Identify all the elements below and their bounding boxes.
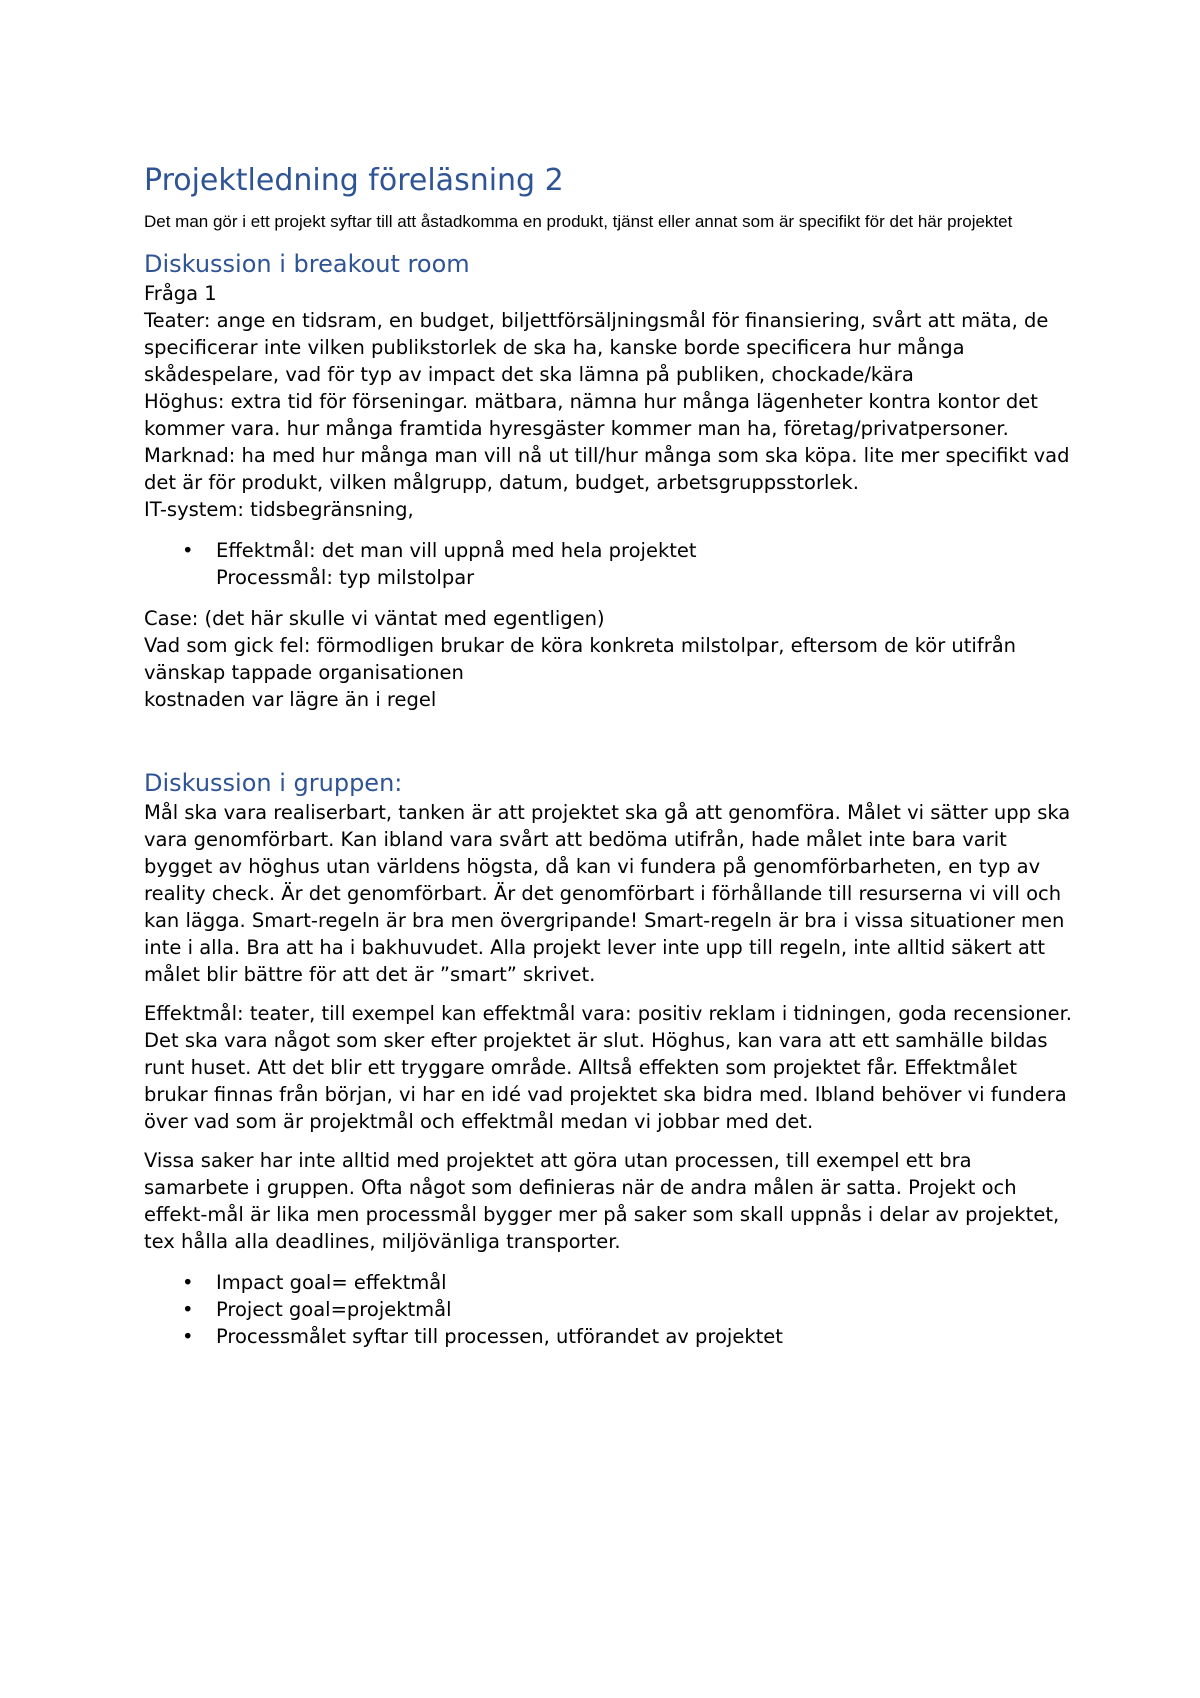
list-item bbox=[144, 1269, 1074, 1296]
section-spacer bbox=[144, 713, 1074, 767]
list-item-text: Processmålet syftar till processen, utförandet av projektet bbox=[216, 1325, 783, 1348]
section-heading-group: Diskussion i gruppen: bbox=[144, 769, 403, 797]
paragraph-line: Teater: ange en tidsram, en budget, biljettförsäljningsmål för finansiering, svårt att mäta, de specificerar inte vilken publikstorlek de ska ha, kanske borde specificera hur många skådespelare, vad för typ av impact det ska lämna på publiken, chockade/kära bbox=[144, 309, 1049, 386]
document-page bbox=[144, 160, 1074, 1364]
bullet-list-terms bbox=[144, 1269, 1074, 1350]
paragraph-line: Vad som gick fel: förmodligen brukar de köra konkreta milstolpar, eftersom de kör utifrån vänskap tappade organisationen bbox=[144, 634, 1017, 684]
list-item-text: Project goal=projektmål bbox=[216, 1298, 452, 1321]
paragraph: Effektmål: teater, till exempel kan effektmål vara: positiv reklam i tidningen, goda recensioner. Det ska vara något som sker efter projektet är slut. Höghus, kan vara att ett samhälle bildas runt huset. Att det blir ett tryggare område. Alltså effekten som projektet får. Effektmålet brukar finnas från början, vi har en idé vad projektet ska bidra med. Ibland behöver vi fundera över vad som är projektmål och effektmål medan vi jobbar med det. bbox=[144, 1002, 1072, 1133]
list-item-text: Impact goal= effektmål bbox=[216, 1271, 447, 1294]
document-subtitle: Det man gör i ett projekt syftar till att åstadkomma en produkt, tjänst eller annat som är specifikt för det här projektet bbox=[144, 212, 1013, 231]
paragraph-line: Marknad: ha med hur många man vill nå ut till/hur många som ska köpa. lite mer specifikt vad det är för produkt, vilken målgrupp, datum, budget, arbetsgruppsstorlek. bbox=[144, 444, 1070, 494]
paragraph: Vissa saker har inte alltid med projektet att göra utan processen, till exempel ett bra samarbete i gruppen. Ofta något som definieras när de andra målen är satta. Projekt och effekt-mål är lika men processmål bygger mer på saker som skall uppnås i delar av projektet, tex hålla alla deadlines, miljövänliga transporter. bbox=[144, 1149, 1060, 1253]
paragraph-line: kostnaden var lägre än i regel bbox=[144, 688, 437, 711]
paragraph-line: IT-system: tidsbegränsning, bbox=[144, 498, 414, 521]
bullet-list-goals bbox=[144, 537, 1074, 591]
bullet-icon: • bbox=[182, 1271, 194, 1294]
list-item bbox=[144, 537, 1074, 591]
paragraph: Mål ska vara realiserbart, tanken är att projektet ska gå att genomföra. Målet vi sätter upp ska vara genomförbart. Kan ibland vara svårt att bedöma utifrån, hade målet inte bara varit bygget av höghus utan världens högsta, då kan vi fundera på genomförbarheten, en typ av reality check. Är det genomförbart. Är det genomförbart i förhållande till resurserna vi vill och kan lägga. Smart-regeln är bra men övergripande! Smart-regeln är bra i vissa situationer men inte i alla. Bra att ha i bakhuvudet. Alla projekt lever inte upp till regeln, inte alltid säkert att målet blir bättre för att det är ”smart” skrivet. bbox=[144, 801, 1071, 986]
document-title: Projektledning föreläsning 2 bbox=[144, 163, 564, 198]
section-heading-breakout: Diskussion i breakout room bbox=[144, 250, 470, 278]
list-item-text: Effektmål: det man vill uppnå med hela projektet bbox=[216, 539, 697, 562]
paragraph-line: Höghus: extra tid för förseningar. mätbara, nämna hur många lägenheter kontra kontor det kommer vara. hur många framtida hyresgäster kommer man ha, företag/privatpersoner. bbox=[144, 390, 1038, 440]
bullet-icon: • bbox=[182, 1298, 194, 1321]
list-item-continuation: Processmål: typ milstolpar bbox=[216, 566, 475, 589]
paragraph-line: Fråga 1 bbox=[144, 282, 217, 305]
list-item bbox=[144, 1323, 1074, 1350]
list-item bbox=[144, 1296, 1074, 1323]
paragraph-line: Case: (det här skulle vi väntat med egentligen) bbox=[144, 607, 605, 630]
bullet-icon: • bbox=[182, 1325, 194, 1348]
bullet-icon: • bbox=[182, 539, 194, 562]
